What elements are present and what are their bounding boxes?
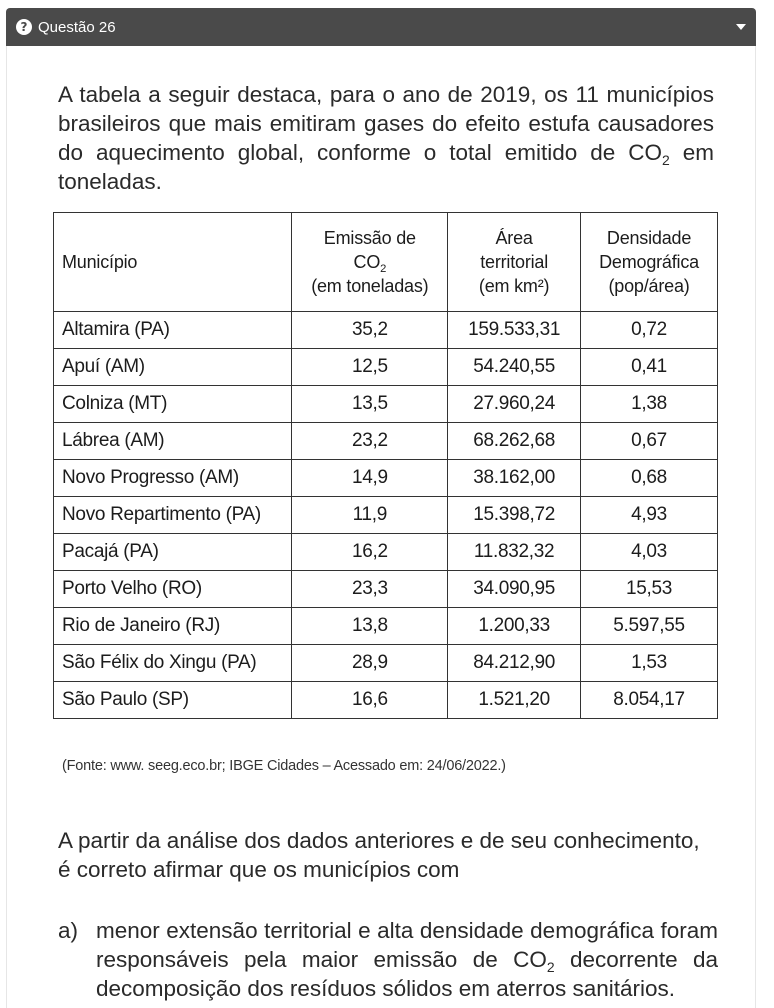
- table-row: [54, 349, 718, 386]
- option-a-text-start: menor extensão territorial e alta densidade demográfica foram responsáveis pela maior emissão de CO: [96, 918, 718, 972]
- cell-densidade: 4,03: [581, 534, 718, 571]
- cell-densidade: 1,53: [581, 645, 718, 682]
- cell-municipio: Colniza (MT): [54, 386, 292, 423]
- question-mark-icon: ?: [16, 19, 32, 35]
- header-emissao: [292, 213, 448, 312]
- table-row: [54, 682, 718, 719]
- cell-densidade: 0,68: [581, 460, 718, 497]
- option-a[interactable]: [58, 916, 718, 1003]
- cell-densidade: 15,53: [581, 571, 718, 608]
- table-row: [54, 312, 718, 349]
- intro-text-end: em toneladas.: [58, 140, 714, 194]
- question-title: Questão 26: [38, 18, 116, 36]
- cell-area: 11.832,32: [448, 534, 581, 571]
- cell-municipio: Lábrea (AM): [54, 423, 292, 460]
- cell-densidade: 8.054,17: [581, 682, 718, 719]
- cell-emissao: 35,2: [292, 312, 448, 349]
- subscript: 2: [662, 151, 670, 168]
- cell-area: 15.398,72: [448, 497, 581, 534]
- intro-paragraph: [58, 80, 714, 196]
- table-source: (Fonte: www. seeg.eco.br; IBGE Cidades – Acessado em: 24/06/2022.): [62, 758, 506, 774]
- header-area: [448, 213, 581, 312]
- table-row: [54, 460, 718, 497]
- cell-municipio: Novo Repartimento (PA): [54, 497, 292, 534]
- header-densidade: [581, 213, 718, 312]
- cell-emissao: 16,2: [292, 534, 448, 571]
- table-row: [54, 534, 718, 571]
- cell-area: 54.240,55: [448, 349, 581, 386]
- cell-densidade: 5.597,55: [581, 608, 718, 645]
- header-emissao-line3: (em toneladas): [311, 276, 429, 296]
- header-emissao-co: CO: [353, 252, 381, 272]
- cell-municipio: Novo Progresso (AM): [54, 460, 292, 497]
- cell-emissao: 23,2: [292, 423, 448, 460]
- table-row: [54, 497, 718, 534]
- question-header[interactable]: [6, 8, 756, 46]
- cell-area: 34.090,95: [448, 571, 581, 608]
- cell-emissao: 23,3: [292, 571, 448, 608]
- cell-area: 84.212,90: [448, 645, 581, 682]
- header-emissao-line1: Emissão de: [323, 228, 416, 248]
- cell-densidade: 1,38: [581, 386, 718, 423]
- cell-area: 159.533,31: [448, 312, 581, 349]
- option-a-letter: a): [58, 918, 79, 943]
- intro-text: A tabela a seguir destaca, para o ano de 2019, os 11 municípios brasileiros que mais emitiram gases do efeito estufa causadores do aquecimento global, conforme o total emitido de CO: [58, 82, 714, 165]
- cell-area: 38.162,00: [448, 460, 581, 497]
- cell-area: 1.521,20: [448, 682, 581, 719]
- table-row: [54, 423, 718, 460]
- table-row: [54, 386, 718, 423]
- subscript: 2: [380, 262, 387, 275]
- cell-municipio: Porto Velho (RO): [54, 571, 292, 608]
- emissions-table: [53, 212, 718, 719]
- header-area-line3: (em km²): [478, 276, 550, 296]
- cell-emissao: 13,8: [292, 608, 448, 645]
- table-row: [54, 645, 718, 682]
- table-row: [54, 571, 718, 608]
- cell-densidade: 4,93: [581, 497, 718, 534]
- cell-emissao: 14,9: [292, 460, 448, 497]
- header-densidade-line3: (pop/área): [608, 276, 690, 296]
- header-densidade-line1: Densidade: [606, 228, 692, 248]
- subscript: 2: [546, 958, 555, 975]
- cell-emissao: 28,9: [292, 645, 448, 682]
- option-a-text: [96, 916, 718, 1003]
- header-area-line2: territorial: [480, 252, 549, 272]
- header-densidade-line2: Demográfica: [599, 252, 699, 272]
- cell-municipio: São Félix do Xingu (PA): [54, 645, 292, 682]
- header-area-line1: Área: [495, 228, 533, 248]
- caret-down-icon[interactable]: [736, 24, 746, 30]
- cell-municipio: Rio de Janeiro (RJ): [54, 608, 292, 645]
- cell-emissao: 16,6: [292, 682, 448, 719]
- cell-densidade: 0,72: [581, 312, 718, 349]
- cell-area: 1.200,33: [448, 608, 581, 645]
- cell-municipio: São Paulo (SP): [54, 682, 292, 719]
- table-header-row: [54, 213, 718, 312]
- cell-area: 68.262,68: [448, 423, 581, 460]
- option-a-text-end: decorrente da decomposição dos resíduos sólidos em aterros sanitários.: [96, 947, 718, 1001]
- cell-municipio: Altamira (PA): [54, 312, 292, 349]
- question-prompt: A partir da análise dos dados anteriores e de seu conhecimento, é correto afirmar que os municípios com: [58, 828, 700, 882]
- cell-municipio: Apuí (AM): [54, 349, 292, 386]
- cell-emissao: 13,5: [292, 386, 448, 423]
- cell-emissao: 11,9: [292, 497, 448, 534]
- cell-area: 27.960,24: [448, 386, 581, 423]
- cell-municipio: Pacajá (PA): [54, 534, 292, 571]
- cell-densidade: 0,41: [581, 349, 718, 386]
- header-municipio: Município: [54, 213, 292, 312]
- cell-densidade: 0,67: [581, 423, 718, 460]
- table-row: [54, 608, 718, 645]
- cell-emissao: 12,5: [292, 349, 448, 386]
